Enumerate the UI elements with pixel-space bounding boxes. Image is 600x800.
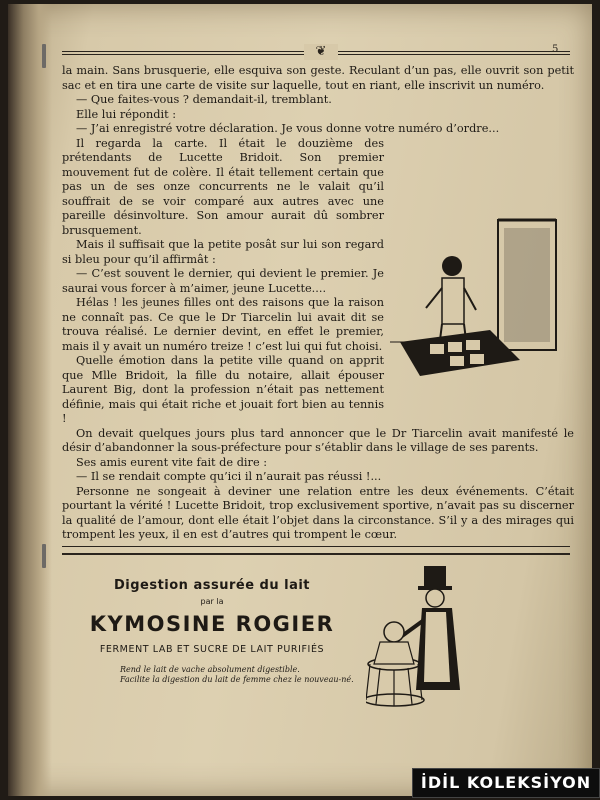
staple-bottom (42, 544, 46, 568)
watermark-badge: İDİL KOLEKSİYON (412, 768, 600, 798)
section-divider (62, 546, 570, 555)
paragraph: Hélas ! les jeunes filles ont des raisons que la raison ne connaît pas. Ce que le Dr Tiarcelin lui avait dit se trouva réalisé. Le dernier devint, en effet le premier, mais il y avait un numéro treize ! c’est lui qui fut choisi. (62, 296, 384, 353)
paragraph: On devait quelques jours plus tard annoncer que le Dr Tiarcelin avait manifesté le désir d’abandonner la sous-préfecture pour s’établir dans le village de ses parents. (62, 426, 574, 454)
ad-illustration (366, 560, 516, 710)
paragraph: — C’est souvent le dernier, qui devient le premier. Je saurai vous forcer à m’aimer, jeune Lucette.... (62, 267, 384, 295)
paragraph: Quelle émotion dans la petite ville quand on apprit que Mlle Bridoit, la fille du notaire, allait épouser Laurent Big, dont la profession n’était pas nettement définie, mais qui était riche et jouait fort bien au tennis ! (62, 354, 384, 425)
paragraph: Il regarda la carte. Il était le douzième des prétendants de Lucette Bridoit. Son premier mouvement fut de colère. Il était tellement certain que pas un de ses onze concurrents ne le valait qu’il souffrait de se voir comparé aux autres avec une pareille désinvolture. Son amour aurait dû sombrer brusquement. (62, 136, 384, 237)
paragraph: — Que faites-vous ? demandait-il, tremblant. (76, 93, 332, 106)
page-gutter-shadow (8, 4, 52, 796)
paragraph: la main. Sans brusquerie, elle esquiva son geste. Reculant d’un pas, elle ouvrit son petit sac et en tira une carte de visite sur laquelle, tout en riant, elle inscrivit un numéro. (62, 64, 574, 92)
ad-tagline: FERMENT LAB ET SUCRE DE LAIT PURIFIÉS (99, 644, 325, 655)
rule-ornament-icon: ❦ (304, 44, 338, 60)
paragraph: Ses amis eurent vite fait de dire : (76, 455, 268, 469)
page-number: 5 (552, 44, 559, 55)
ad-connector: par la (200, 597, 224, 606)
ad-headline: Digestion assurée du lait (113, 578, 311, 593)
paragraph: — J’ai enregistré votre déclaration. Je vous donne votre numéro d’ordre... (76, 122, 500, 135)
paragraph: Personne ne songeait à deviner une relation entre les deux événements. C’était pourtant la vérité ! Lucette Bridoit, trop exclusivement sportive, n’avait pas su discerner la qualité de l’amour, dont elle était l’objet dans la circonstance. S’il y a des mirages qui trompent les yeux, il en est d’autres qui trompent le cœur. (62, 484, 574, 541)
story-illustration (390, 210, 558, 380)
advertisement (62, 578, 362, 685)
top-ornamental-rule (62, 44, 570, 60)
staple-top (42, 44, 46, 68)
ad-note-line: Facilite la digestion du lait de femme chez le nouveau-né. (120, 675, 354, 684)
ad-note-line: Rend le lait de vache absolument digestible. (120, 665, 300, 674)
paragraph: — Il se rendait compte qu’ici il n’aurait pas réussi !... (76, 470, 382, 483)
paragraph: Mais il suffisait que la petite posât sur lui son regard si bleu pour qu’il affirmât : (62, 238, 384, 266)
ad-note (62, 665, 362, 685)
ad-brand-name: KYMOSINE ROGIER (89, 612, 335, 636)
paragraph: Elle lui répondit : (76, 107, 177, 121)
